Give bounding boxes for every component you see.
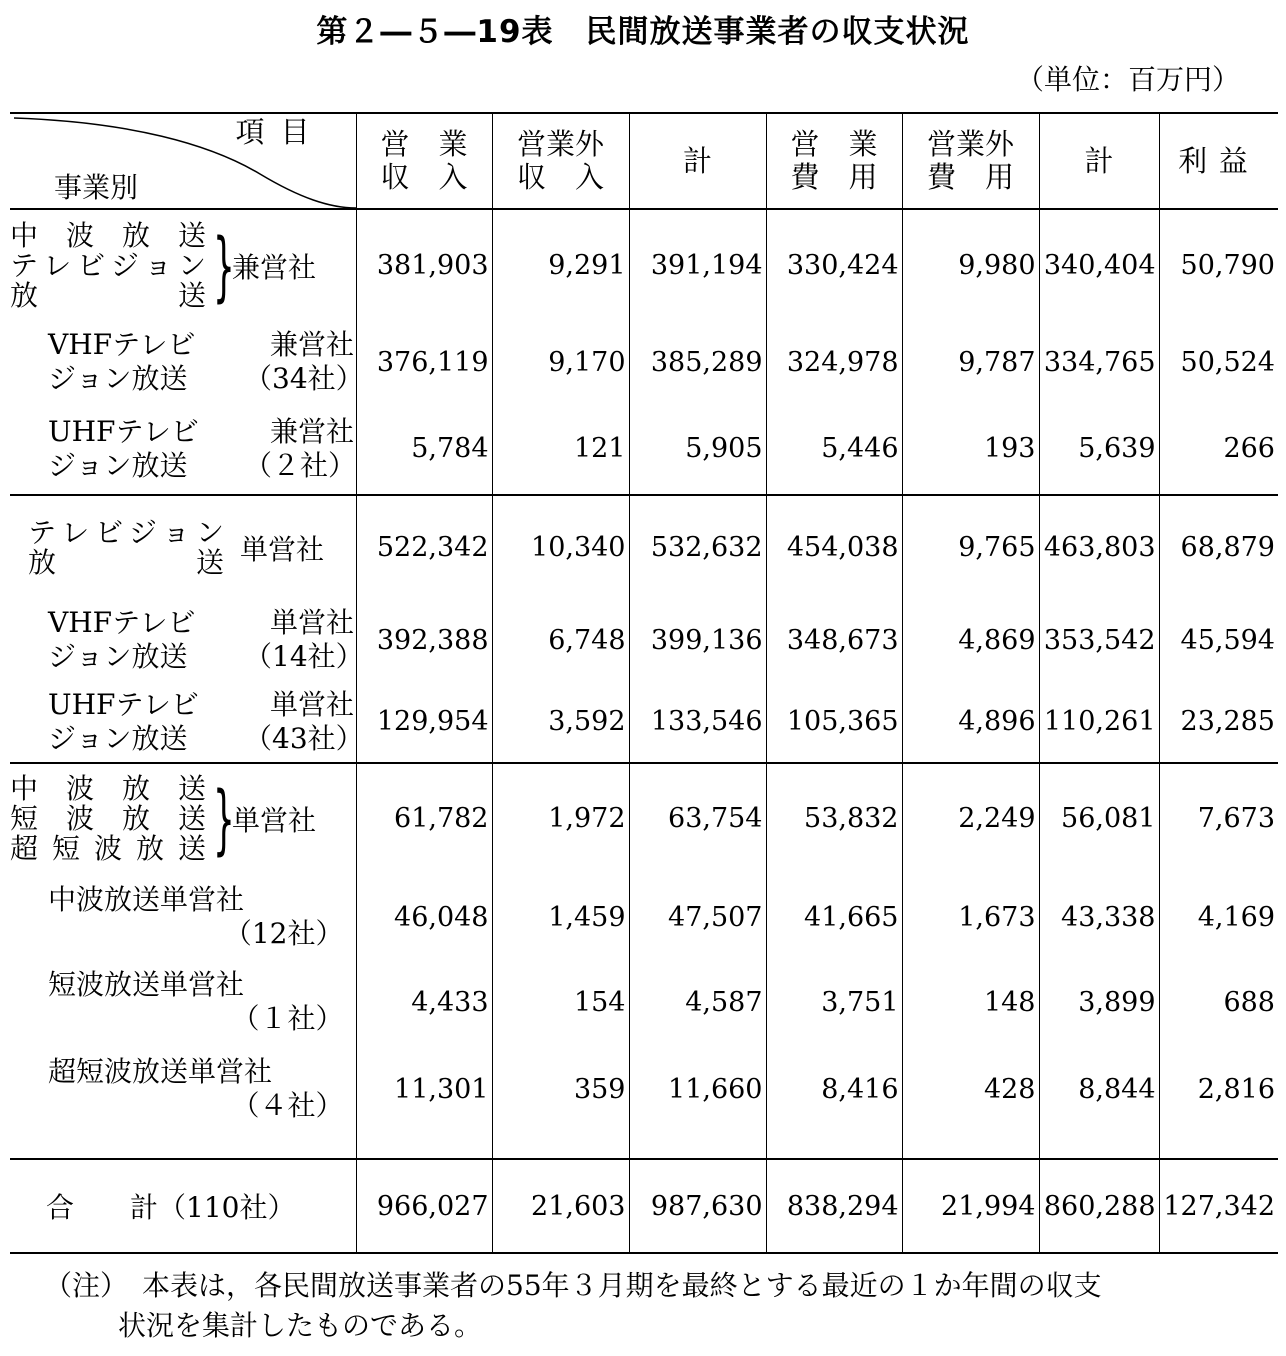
cell: 148: [902, 961, 1039, 1043]
cell: 428: [902, 1043, 1039, 1135]
cell: 266: [1159, 403, 1278, 495]
table-row: [10, 873, 1278, 961]
cell: 7,673: [1159, 763, 1278, 873]
cell: 4,896: [902, 681, 1039, 763]
cell: 105,365: [766, 681, 902, 763]
cell: 5,639: [1039, 403, 1159, 495]
cell: 348,673: [766, 599, 902, 681]
table-title: 第２―５―19表 民間放送事業者の収支状況: [316, 14, 970, 50]
row-label: UHFテレビ 単営社 ジョン放送 （43社）: [10, 681, 356, 763]
cell: 47,507: [629, 873, 766, 961]
col-header-nonoperating-revenue: 営業外 収 入: [492, 113, 629, 209]
cell: 5,905: [629, 403, 766, 495]
cell: 392,388: [356, 599, 492, 681]
cell: 4,169: [1159, 873, 1278, 961]
cell: 9,980: [902, 209, 1039, 321]
cell: 6,748: [492, 599, 629, 681]
cell: 385,289: [629, 321, 766, 403]
table-row: [10, 1043, 1278, 1135]
cell: 56,081: [1039, 763, 1159, 873]
cell: 129,954: [356, 681, 492, 763]
cell: 9,765: [902, 495, 1039, 599]
table-row: [10, 209, 1278, 321]
header-row: [10, 113, 1278, 209]
col-header-operating-expense: 営 業 費 用: [766, 113, 902, 209]
table-row: [10, 321, 1278, 403]
cell: 50,524: [1159, 321, 1278, 403]
cell: 838,294: [766, 1159, 902, 1253]
cell: 376,119: [356, 321, 492, 403]
cell: 23,285: [1159, 681, 1278, 763]
row-label: テレビジョン 放 送 単営社: [28, 515, 325, 579]
cell: 193: [902, 403, 1039, 495]
cell: 381,903: [356, 209, 492, 321]
cell: 3,751: [766, 961, 902, 1043]
cell: 2,249: [902, 763, 1039, 873]
cell: 1,459: [492, 873, 629, 961]
corner-header: [10, 113, 356, 209]
cell: 8,416: [766, 1043, 902, 1135]
cell: 688: [1159, 961, 1278, 1043]
row-label: 中波放送単営社 （12社）: [48, 883, 344, 950]
cell: 334,765: [1039, 321, 1159, 403]
cell: 121: [492, 403, 629, 495]
cell: 340,404: [1039, 209, 1159, 321]
total-row: [10, 1159, 1278, 1253]
cell: 1,673: [902, 873, 1039, 961]
table-row: [10, 495, 1278, 599]
table-row: [10, 763, 1278, 873]
cell: 391,194: [629, 209, 766, 321]
col-header-operating-revenue: 営 業 収 入: [356, 113, 492, 209]
cell: 61,782: [356, 763, 492, 873]
cell: 21,603: [492, 1159, 629, 1253]
cell: 127,342: [1159, 1159, 1278, 1253]
cell: 987,630: [629, 1159, 766, 1253]
corner-item-label: 項目: [235, 115, 326, 149]
total-label: 合 計（110社）: [10, 1159, 356, 1253]
cell: 53,832: [766, 763, 902, 873]
cell: 5,446: [766, 403, 902, 495]
col-header-nonoperating-expense: 営業外 費 用: [902, 113, 1039, 209]
cell: 43,338: [1039, 873, 1159, 961]
cell: 10,340: [492, 495, 629, 599]
brace-icon: }: [212, 773, 235, 863]
cell: 4,433: [356, 961, 492, 1043]
cell: 353,542: [1039, 599, 1159, 681]
cell: 3,592: [492, 681, 629, 763]
cell: 966,027: [356, 1159, 492, 1253]
brace-icon: }: [212, 220, 235, 310]
corner-business-label: 事業別: [54, 171, 139, 204]
col-header-revenue-total: 計: [629, 113, 766, 209]
cell: 63,754: [629, 763, 766, 873]
cell: 110,261: [1039, 681, 1159, 763]
row-label: 中波放送 短波放送 超短波放送 } 単営社: [10, 771, 317, 865]
cell: 1,972: [492, 763, 629, 873]
cell: 154: [492, 961, 629, 1043]
row-label: VHFテレビ 単営社 ジョン放送 （14社）: [48, 606, 364, 673]
cell: 532,632: [629, 495, 766, 599]
cell: 41,665: [766, 873, 902, 961]
table-spacer-row: [10, 1135, 1278, 1159]
table-row: [10, 599, 1278, 681]
cell: 45,594: [1159, 599, 1278, 681]
cell: 133,546: [629, 681, 766, 763]
cell: 522,342: [356, 495, 492, 599]
cell: 399,136: [629, 599, 766, 681]
cell: 860,288: [1039, 1159, 1159, 1253]
cell: 50,790: [1159, 209, 1278, 321]
cell: 330,424: [766, 209, 902, 321]
cell: 9,291: [492, 209, 629, 321]
table-row: [10, 961, 1278, 1043]
cell: 454,038: [766, 495, 902, 599]
row-label: 中波放送 テレビジョン 放 送 } 兼営社: [10, 218, 317, 312]
cell: 2,816: [1159, 1043, 1278, 1135]
cell: 359: [492, 1043, 629, 1135]
footnote: [44, 1266, 1264, 1346]
cell: 4,869: [902, 599, 1039, 681]
col-header-profit: 利益: [1159, 113, 1278, 209]
row-label: UHFテレビ 兼営社 ジョン放送 （２社）: [10, 403, 356, 495]
footnote-line-1: （注） 本表は，各民間放送事業者の55年３月期を最終とする最近の１か年間の収支: [44, 1269, 1102, 1302]
row-label: 超短波放送単営社 （４社）: [48, 1055, 344, 1122]
table-row: [10, 681, 1278, 763]
cell: 46,048: [356, 873, 492, 961]
cell: 4,587: [629, 961, 766, 1043]
row-label: VHFテレビ 兼営社 ジョン放送 （34社）: [48, 328, 364, 395]
cell: 9,787: [902, 321, 1039, 403]
cell: 3,899: [1039, 961, 1159, 1043]
revenue-expense-table: [10, 112, 1278, 1254]
unit-label: （単位：百万円）: [1015, 63, 1240, 96]
cell: 68,879: [1159, 495, 1278, 599]
row-label: 短波放送単営社 （１社）: [48, 968, 344, 1035]
table-row: [10, 403, 1278, 495]
cell: 21,994: [902, 1159, 1039, 1253]
cell: 463,803: [1039, 495, 1159, 599]
cell: 324,978: [766, 321, 902, 403]
cell: 11,660: [629, 1043, 766, 1135]
col-header-expense-total: 計: [1039, 113, 1159, 209]
cell: 9,170: [492, 321, 629, 403]
cell: 11,301: [356, 1043, 492, 1135]
cell: 5,784: [356, 403, 492, 495]
cell: 8,844: [1039, 1043, 1159, 1135]
footnote-line-2: 状況を集計したものである。: [118, 1309, 483, 1342]
